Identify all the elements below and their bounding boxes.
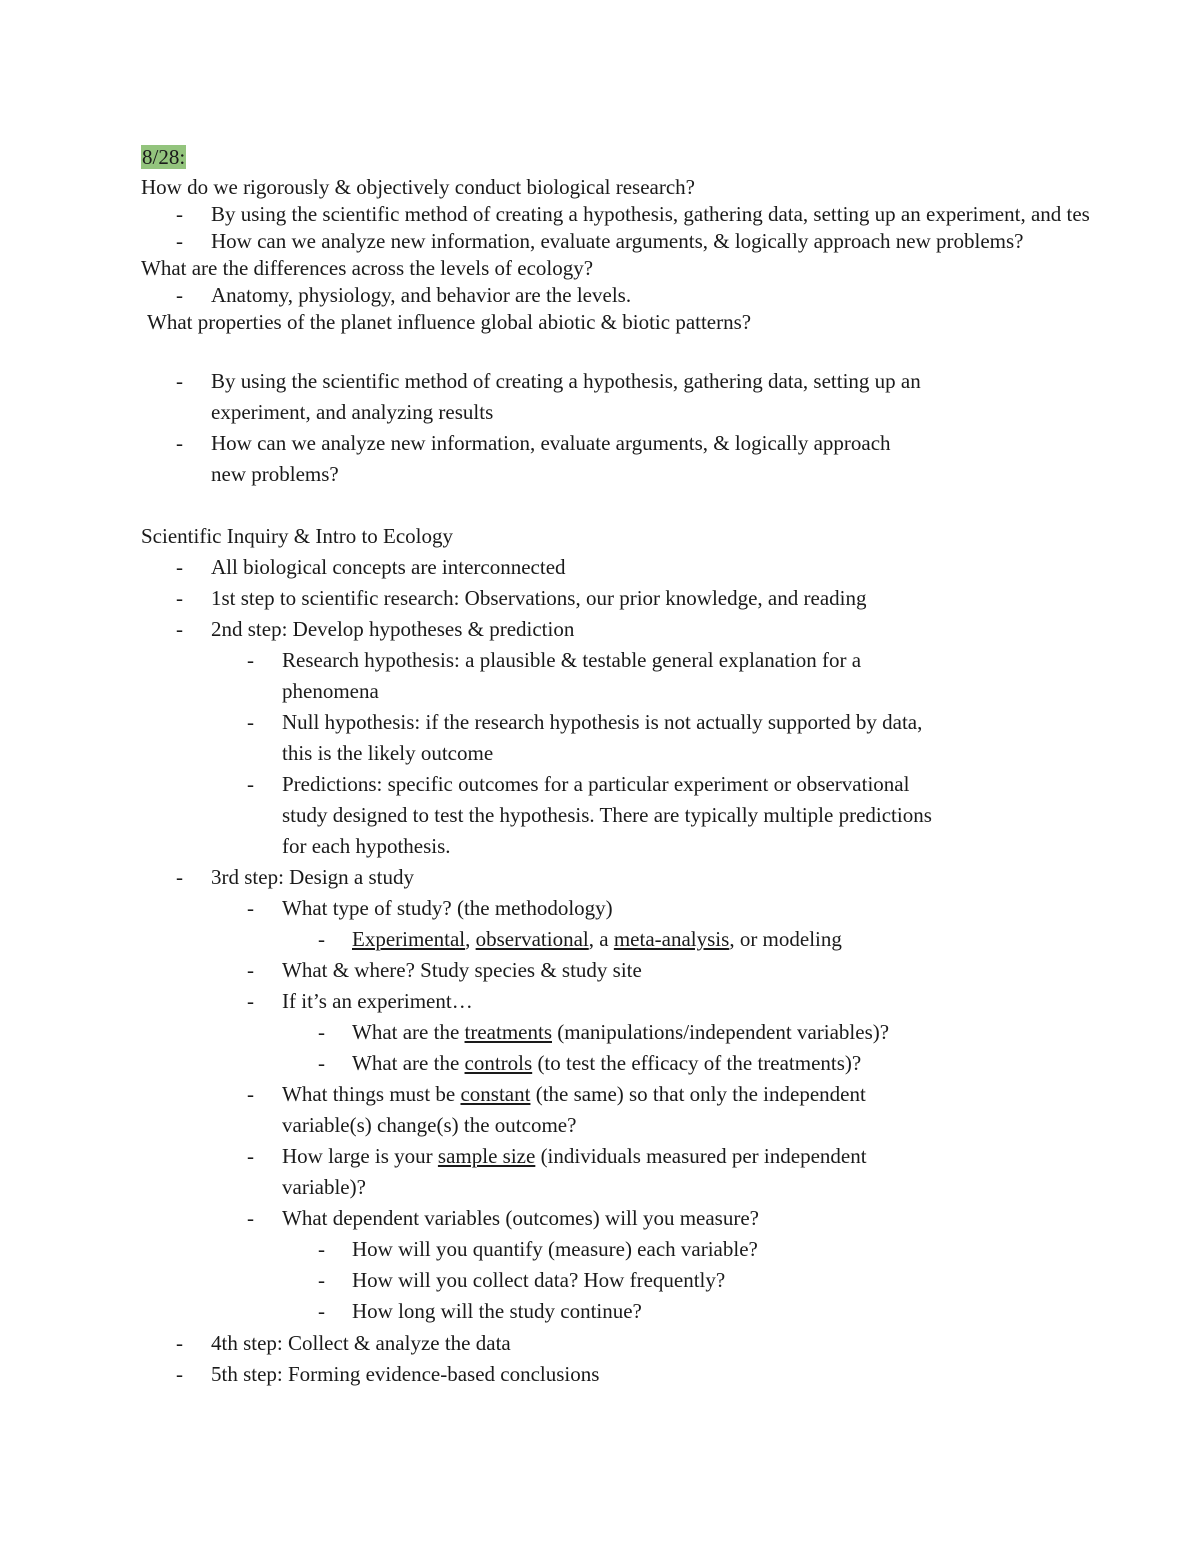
- term-sample-size: sample size: [437, 1144, 536, 1168]
- separator: , a: [588, 927, 614, 951]
- bullet-step-3: 3rd step: Design a study: [211, 865, 414, 889]
- answer-1-1: By using the scientific method of creating a hypothesis, gathering data, setting up an experiment, and tes: [211, 202, 1090, 226]
- constant-line1: [282, 1081, 866, 1107]
- bullet-dash: -: [318, 1268, 325, 1292]
- answer-2-1: Anatomy, physiology, and behavior are the levels.: [211, 283, 632, 307]
- term-treatments: treatments: [464, 1020, 552, 1044]
- bullet-dash: -: [247, 1082, 254, 1106]
- null-hypothesis-line1: Null hypothesis: if the research hypothesis is not actually supported by data,: [282, 710, 923, 734]
- bullet-step-1: 1st step to scientific research: Observations, our prior knowledge, and reading: [211, 586, 867, 610]
- bullet-dash: -: [176, 369, 183, 393]
- separator: ,: [465, 927, 476, 951]
- duration-line: How long will the study continue?: [352, 1299, 642, 1323]
- bullet-dash: -: [176, 865, 183, 889]
- answer-1-2: How can we analyze new information, evaluate arguments, & logically approach new problems?: [211, 229, 1024, 253]
- answer-3-1-line2: experiment, and analyzing results: [211, 400, 494, 424]
- text-post: (the same) so that only the independent: [530, 1082, 866, 1106]
- bullet-dash: -: [318, 1020, 325, 1044]
- bullet-dash: -: [176, 202, 183, 226]
- bullet-dash: -: [176, 229, 183, 253]
- bullet-dash: -: [176, 555, 183, 579]
- controls-line: [352, 1050, 861, 1076]
- collect-line: How will you collect data? How frequently?: [352, 1268, 726, 1292]
- question-2: What are the differences across the levels of ecology?: [141, 256, 594, 280]
- date-highlight: 8/28:: [142, 145, 186, 169]
- answer-3-2-line2: new problems?: [211, 462, 339, 486]
- term-experimental: Experimental: [352, 927, 466, 951]
- bullet-dash: -: [247, 896, 254, 920]
- bullet-dash: -: [247, 772, 254, 796]
- predictions-line2: study designed to test the hypothesis. There are typically multiple predictions: [282, 803, 932, 827]
- question-3: What properties of the planet influence global abiotic & biotic patterns?: [147, 310, 752, 334]
- bullet-step-5: 5th step: Forming evidence-based conclusions: [211, 1362, 600, 1386]
- bullet-dash: -: [176, 617, 183, 641]
- bullet-dash: -: [176, 1362, 183, 1386]
- research-hypothesis-line1: Research hypothesis: a plausible & testable general explanation for a: [282, 648, 862, 672]
- null-hypothesis-line2: this is the likely outcome: [282, 741, 494, 765]
- term-observational: observational: [475, 927, 589, 951]
- predictions-line1: Predictions: specific outcomes for a particular experiment or observational: [282, 772, 910, 796]
- bullet-dash: -: [247, 958, 254, 982]
- text-pre: What are the: [352, 1051, 465, 1075]
- dependent-variables: What dependent variables (outcomes) will you measure?: [282, 1206, 759, 1230]
- predictions-line3: for each hypothesis.: [282, 834, 451, 858]
- bullet-dash: -: [247, 710, 254, 734]
- bullet-dash: -: [318, 1237, 325, 1261]
- bullet-dash: -: [247, 989, 254, 1013]
- if-experiment: If it’s an experiment…: [282, 989, 473, 1013]
- bullet-dash: -: [176, 1331, 183, 1355]
- bullet-dash: -: [247, 1206, 254, 1230]
- term-controls: controls: [464, 1051, 533, 1075]
- text-pre: What things must be: [282, 1082, 461, 1106]
- bullet-step-2: 2nd step: Develop hypotheses & prediction: [211, 617, 575, 641]
- answer-3-1-line1: By using the scientific method of creating a hypothesis, gathering data, setting up an: [211, 369, 921, 393]
- quantify-line: How will you quantify (measure) each variable?: [352, 1237, 758, 1261]
- study-type: What type of study? (the methodology): [282, 896, 613, 920]
- bullet-dash: -: [247, 1144, 254, 1168]
- text-post: (to test the efficacy of the treatments)?: [532, 1051, 862, 1075]
- question-1: How do we rigorously & objectively conduct biological research?: [141, 175, 695, 199]
- study-type-options: [352, 926, 842, 952]
- sample-size-line2: variable)?: [282, 1175, 366, 1199]
- bullet-dash: -: [176, 283, 183, 307]
- term-constant: constant: [460, 1082, 531, 1106]
- text-post: (manipulations/independent variables)?: [552, 1020, 890, 1044]
- bullet-dash: -: [318, 1299, 325, 1323]
- treatments-line: [352, 1019, 889, 1045]
- bullet-dash: -: [176, 431, 183, 455]
- research-hypothesis-line2: phenomena: [282, 679, 379, 703]
- date-heading: [141, 144, 186, 170]
- bullet-dash: -: [176, 586, 183, 610]
- constant-line2: variable(s) change(s) the outcome?: [282, 1113, 577, 1137]
- bullet-dash: -: [247, 648, 254, 672]
- bullet-step-4: 4th step: Collect & analyze the data: [211, 1331, 511, 1355]
- bullet-dash: -: [318, 927, 325, 951]
- term-meta-analysis: meta-analysis: [613, 927, 730, 951]
- section-title: Scientific Inquiry & Intro to Ecology: [141, 524, 454, 548]
- bullet-interconnected: All biological concepts are interconnected: [211, 555, 566, 579]
- text-pre: How large is your: [282, 1144, 438, 1168]
- text-pre: What are the: [352, 1020, 465, 1044]
- text-post: (individuals measured per independent: [535, 1144, 867, 1168]
- what-where: What & where? Study species & study site: [282, 958, 642, 982]
- sample-size-line1: [282, 1143, 867, 1169]
- bullet-dash: -: [318, 1051, 325, 1075]
- options-tail: , or modeling: [729, 927, 842, 951]
- answer-3-2-line1: How can we analyze new information, evaluate arguments, & logically approach: [211, 431, 891, 455]
